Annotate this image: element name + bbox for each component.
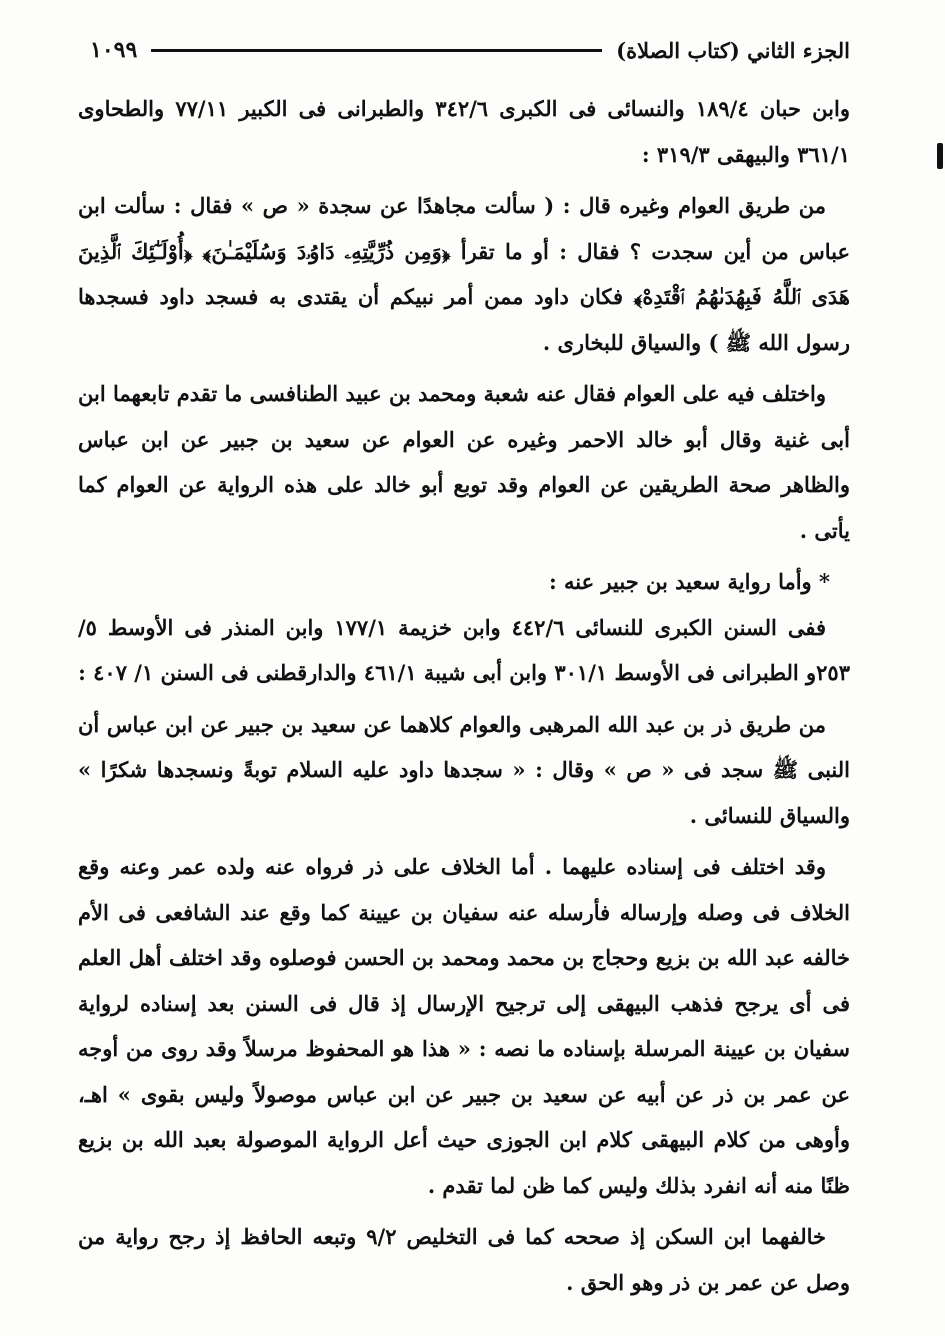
paragraph-2: من طريق العوام وغيره قال : ( سألت مجاهدًا عن سجدة « ص » فقال : سألت ابن عباس من أين سجدت ؟ فقال : أو ما تقرأ ﴿وَمِن ذُرِّيَّتِهِۦ دَاوُۥدَ وَسُلَيْمَـٰنَ﴾ ﴿أُوْلَـٰٓئِكَ ٱلَّذِينَ هَدَى ٱللَّهُ فَبِهُدَىٰهُمُ ٱقْتَدِهْ﴾ فكان داود ممن أمر نبيكم أن يقتدى به فسجد داود فسجدها رسول الله ﷺ ) والسياق للبخارى . — [78, 193, 850, 355]
header-rule — [151, 49, 602, 52]
section-subheading: * وأما رواية سعيد بن جبير عنه : — [548, 569, 830, 594]
paragraph-6: وقد اختلف فى إسناده عليهما . أما الخلاف على ذر فرواه عنه ولده عمر وعنه وقع الخلاف فى وصله وإرساله فأرسله عنه سفيان بن عيينة كما وقع عند الشافعى فى الأم خالفه عبد الله بن بزيع وحجاج بن محمد ومحمد بن الحسن فوصلوه وقد اختلف أهل العلم فى أى يرجح فذهب البيهقى إلى ترجيح الإرسال إذ قال فى السنن بعد إسناده لرواية سفيان بن عيينة المرسلة بإسناده ما نصه : « هذا هو المحفوظ مرسلاً وقد روى من أوجه عن عمر بن ذر عن أبيه عن سعيد بن جبير عن ابن عباس موصولاً وليس بقوى » اهـ، وأوهى من كلام البيهقى كلام ابن الجوزى حيث أعل الرواية الموصولة بعبد الله بن بزيع ظنًا منه أنه انفرد بذلك وليس كما ظن لما تقدم . — [78, 854, 850, 1198]
header-title: الجزء الثاني (كتاب الصلاة) — [616, 37, 850, 63]
paragraph-1: وابن حبان ١٨٩/٤ والنسائى فى الكبرى ٣٤٢/٦ والطبرانى فى الكبير ٧٧/١١ والطحاوى ٣٦١/١ والبيهقى ٣١٩/٣ : — [78, 96, 850, 167]
paragraph-4: ففى السنن الكبرى للنسائى ٤٤٢/٦ وابن خزيمة ١٧٧/١ وابن المنذر فى الأوسط ٥/ ٢٥٣و الطبرانى فى الأوسط ٣٠١/١ وابن أبى شيبة ٤٦١/١ والدارقطنى فى السنن ١/ ٤٠٧ : — [78, 614, 850, 685]
paragraph-3: واختلف فيه على العوام فقال عنه شعبة ومحمد بن عبيد الطنافسى ما تقدم تابعهما ابن أبى غنية وقال أبو خالد الاحمر وغيره عن العوام عن سعيد بن جبير عن ابن عباس والظاهر صحة الطريقين عن العوام وقد توبع أبو خالد على هذه الرواية عن العوام كما يأتى . — [78, 381, 850, 543]
page-body — [78, 86, 850, 1311]
paragraph-5: من طريق ذر بن عبد الله المرهبى والعوام كلاهما عن سعيد بن جبير عن ابن عباس أن النبى ﷺ سجد فى « ص » وقال : « سجدها داود عليه السلام توبةً ونسجدها شكرًا » والسياق للنسائى . — [78, 711, 851, 828]
page-edge-mark — [937, 143, 943, 169]
page-number: ١٠٩٩ — [90, 37, 138, 63]
paragraph-7: خالفهما ابن السكن إذ صححه كما فى التخليص ٩/٢ وتبعه الحافظ إذ رجح رواية من وصل عن عمر بن ذر وهو الحق . — [78, 1224, 850, 1295]
running-header — [90, 30, 850, 70]
